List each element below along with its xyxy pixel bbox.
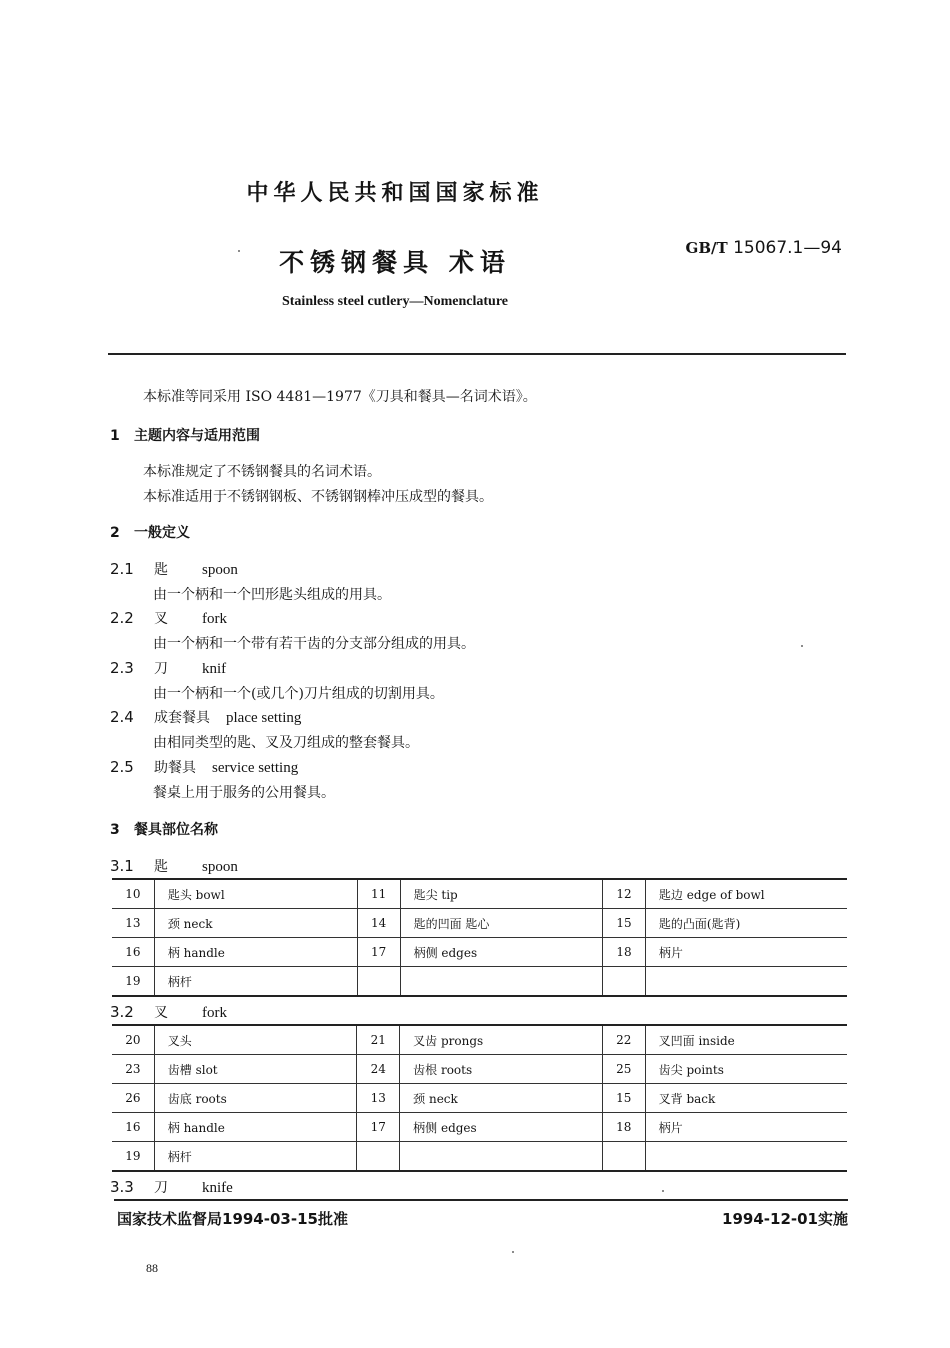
part-name: 颈 neck <box>400 1084 603 1113</box>
page-number: 88 <box>146 1261 158 1275</box>
part-name: 匙头 bowl <box>154 879 357 909</box>
part-name: 叉齿 prongs <box>400 1025 603 1055</box>
term-en: spoon <box>202 859 238 875</box>
definition-text: 由相同类型的匙、叉及刀组成的整套餐具。 <box>153 735 419 751</box>
table-row <box>112 1084 847 1113</box>
term-zh: 叉 <box>154 611 168 627</box>
part-name <box>400 1142 603 1172</box>
part-name: 齿根 roots <box>400 1055 603 1084</box>
part-number: 14 <box>357 909 400 938</box>
term-zh: 叉 <box>154 1005 168 1021</box>
clause-number: 2.5 <box>110 758 134 776</box>
part-name <box>400 967 603 997</box>
part-number <box>602 1142 645 1172</box>
term-en: fork <box>202 611 227 627</box>
document-title: 不锈钢餐具 术语 <box>279 248 511 277</box>
term-en: service setting <box>212 760 299 776</box>
subsection-heading <box>110 1002 227 1022</box>
subsection-heading <box>110 856 238 876</box>
part-name: 柄杆 <box>154 967 357 997</box>
fork-parts-table <box>112 1024 847 1172</box>
part-number: 26 <box>112 1084 154 1113</box>
definition-term <box>110 707 301 727</box>
part-number: 11 <box>357 879 400 909</box>
footer-divider <box>114 1199 848 1201</box>
standard-code <box>686 238 842 258</box>
term-en: knif <box>202 661 227 677</box>
part-number: 18 <box>602 1113 645 1142</box>
part-name: 叉头 <box>154 1025 357 1055</box>
clause-number: 3.2 <box>110 1003 134 1021</box>
approval-date: 国家技术监督局1994-03-15批准 <box>117 1210 348 1228</box>
term-zh: 匙 <box>154 859 168 875</box>
definition-term <box>110 559 238 579</box>
clause-number: 2.3 <box>110 659 134 677</box>
part-number: 15 <box>603 909 646 938</box>
part-name <box>645 967 847 997</box>
section-3-heading <box>110 819 218 839</box>
table-row <box>112 1025 847 1055</box>
part-name: 柄 handle <box>154 1113 357 1142</box>
part-number: 16 <box>112 938 154 967</box>
spoon-parts-table <box>112 878 847 997</box>
term-en: knife <box>202 1180 233 1196</box>
term-en: spoon <box>202 562 238 578</box>
part-number: 16 <box>112 1113 154 1142</box>
part-name: 匙边 edge of bowl <box>645 879 847 909</box>
table-row <box>112 1142 847 1172</box>
part-number: 21 <box>357 1025 400 1055</box>
header-divider <box>108 353 846 355</box>
part-number: 17 <box>357 1113 400 1142</box>
part-name: 柄侧 edges <box>400 938 603 967</box>
part-number <box>603 967 646 997</box>
part-number: 25 <box>602 1055 645 1084</box>
part-number: 13 <box>112 909 154 938</box>
table-row <box>112 909 847 938</box>
section-1-line: 本标准规定了不锈钢餐具的名词术语。 <box>143 464 381 480</box>
part-name: 柄片 <box>645 1113 847 1142</box>
part-name: 齿底 roots <box>154 1084 357 1113</box>
part-name: 颈 neck <box>154 909 357 938</box>
standard-org-title: 中华人民共和国国家标准 <box>246 181 544 206</box>
part-name: 柄侧 edges <box>400 1113 603 1142</box>
scan-speck <box>662 1190 664 1192</box>
part-number: 20 <box>112 1025 154 1055</box>
definition-text: 由一个柄和一个凹形匙头组成的用具。 <box>153 587 391 603</box>
part-number: 17 <box>357 938 400 967</box>
part-name: 匙尖 tip <box>400 879 603 909</box>
intro-text: 本标准等同采用 ISO 4481—1977《刀具和餐具—名词术语》。 <box>143 389 537 405</box>
table-row <box>112 938 847 967</box>
term-en: place setting <box>226 710 302 726</box>
scan-speck <box>238 250 240 252</box>
section-title: 主题内容与适用范围 <box>134 428 260 444</box>
part-number: 19 <box>112 1142 154 1172</box>
table-row <box>112 967 847 997</box>
definition-term <box>110 757 298 777</box>
part-name <box>645 1142 847 1172</box>
table-row <box>112 1055 847 1084</box>
part-name: 齿尖 points <box>645 1055 847 1084</box>
part-number <box>357 967 400 997</box>
section-title: 一般定义 <box>134 525 190 541</box>
part-number: 15 <box>602 1084 645 1113</box>
clause-number: 2.2 <box>110 609 134 627</box>
part-name: 叉凹面 inside <box>645 1025 847 1055</box>
definition-text: 由一个柄和一个带有若干齿的分支部分组成的用具。 <box>153 636 475 652</box>
part-number <box>357 1142 400 1172</box>
definition-text: 由一个柄和一个(或几个)刀片组成的切割用具。 <box>153 686 444 702</box>
section-2-heading <box>110 522 190 542</box>
part-number: 22 <box>602 1025 645 1055</box>
section-number: 3 <box>110 822 120 838</box>
part-number: 18 <box>603 938 646 967</box>
part-name: 柄杆 <box>154 1142 357 1172</box>
section-number: 1 <box>110 428 120 444</box>
scan-speck <box>512 1251 514 1253</box>
part-name: 齿槽 slot <box>154 1055 357 1084</box>
term-zh: 助餐具 <box>154 760 196 776</box>
part-name: 匙的凸面(匙背) <box>645 909 847 938</box>
clause-number: 3.1 <box>110 857 134 875</box>
term-zh: 刀 <box>154 1180 168 1196</box>
effective-date: 1994-12-01实施 <box>722 1210 848 1228</box>
part-name: 柄 handle <box>154 938 357 967</box>
part-number: 24 <box>357 1055 400 1084</box>
definition-term <box>110 608 227 628</box>
part-number: 13 <box>357 1084 400 1113</box>
definition-text: 餐桌上用于服务的公用餐具。 <box>153 785 335 801</box>
clause-number: 2.1 <box>110 560 134 578</box>
document-title-en: Stainless steel cutlery—Nomenclature <box>281 294 509 309</box>
section-number: 2 <box>110 525 120 541</box>
table-row <box>112 1113 847 1142</box>
standard-code-prefix: GB/T <box>685 239 728 257</box>
part-number: 12 <box>603 879 646 909</box>
part-number: 23 <box>112 1055 154 1084</box>
clause-number: 3.3 <box>110 1178 134 1196</box>
part-name: 匙的凹面 匙心 <box>400 909 603 938</box>
subsection-heading <box>110 1177 233 1197</box>
clause-number: 2.4 <box>110 708 134 726</box>
part-name: 柄片 <box>645 938 847 967</box>
table-row <box>112 879 847 909</box>
standard-code-number: 15067.1—94 <box>733 238 842 258</box>
term-en: fork <box>202 1005 227 1021</box>
scan-speck <box>801 645 803 647</box>
term-zh: 成套餐具 <box>154 710 210 726</box>
term-zh: 刀 <box>154 661 168 677</box>
section-1-heading <box>110 425 260 445</box>
definition-term <box>110 658 226 678</box>
term-zh: 匙 <box>154 562 168 578</box>
section-title: 餐具部位名称 <box>134 822 218 838</box>
part-number: 10 <box>112 879 154 909</box>
part-name: 叉背 back <box>645 1084 847 1113</box>
section-1-line: 本标准适用于不锈钢钢板、不锈钢钢棒冲压成型的餐具。 <box>143 489 493 505</box>
part-number: 19 <box>112 967 154 997</box>
